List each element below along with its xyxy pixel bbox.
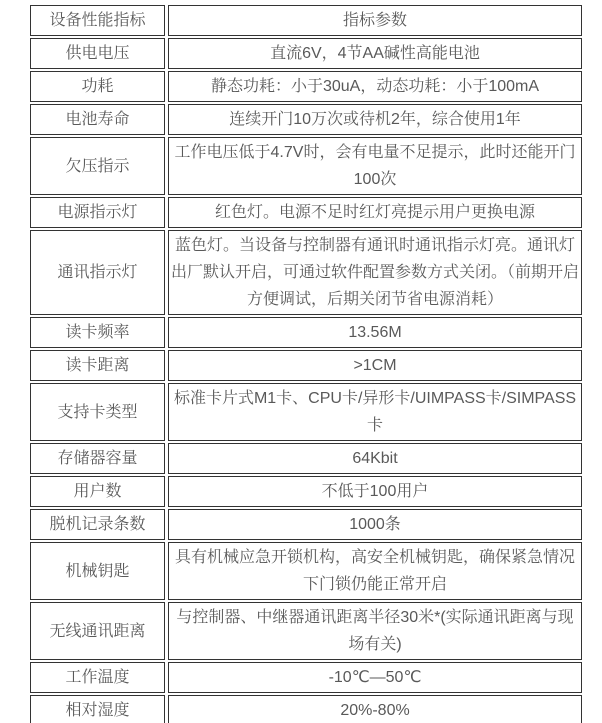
- table-row-user-count: [30, 476, 582, 507]
- table-row-card-frequency: [30, 317, 582, 348]
- table-row-relative-humidity: [30, 695, 582, 723]
- spec-label-cell: 供电电压: [30, 38, 165, 69]
- table-row-operating-temperature: [30, 662, 582, 693]
- header-value-cell: 指标参数: [168, 5, 582, 36]
- spec-value-cell: 静态功耗：小于30uA，动态功耗：小于100mA: [168, 71, 582, 102]
- spec-value-cell: 20%-80%: [168, 695, 582, 723]
- table-row-offline-records: [30, 509, 582, 540]
- table-row-wireless-comm-distance: [30, 602, 582, 660]
- spec-value-cell: >1CM: [168, 350, 582, 381]
- spec-value-cell: 具有机械应急开锁机构，高安全机械钥匙，确保紧急情况下门锁仍能正常开启: [168, 542, 582, 600]
- spec-label-cell: 工作温度: [30, 662, 165, 693]
- table-row-low-voltage-indicator: [30, 137, 582, 195]
- spec-label-cell: 电源指示灯: [30, 197, 165, 228]
- spec-value-cell: 红色灯。电源不足时红灯亮提示用户更换电源: [168, 197, 582, 228]
- spec-label-cell: 相对湿度: [30, 695, 165, 723]
- spec-value-cell: -10℃—50℃: [168, 662, 582, 693]
- spec-label-cell: 功耗: [30, 71, 165, 102]
- spec-value-cell: 蓝色灯。当设备与控制器有通讯时通讯指示灯亮。通讯灯出厂默认开启，可通过软件配置参数方式关闭。（前期开启方便调试，后期关闭节省电源消耗）: [168, 230, 582, 315]
- table-header-row: [30, 5, 582, 36]
- spec-label-cell: 机械钥匙: [30, 542, 165, 600]
- header-label-cell: 设备性能指标: [30, 5, 165, 36]
- spec-label-cell: 通讯指示灯: [30, 230, 165, 315]
- spec-label-cell: 脱机记录条数: [30, 509, 165, 540]
- spec-value-cell: 工作电压低于4.7V时，会有电量不足提示，此时还能开门100次: [168, 137, 582, 195]
- table-row-power-consumption: [30, 71, 582, 102]
- spec-value-cell: 13.56M: [168, 317, 582, 348]
- table-row-card-distance: [30, 350, 582, 381]
- spec-label-cell: 用户数: [30, 476, 165, 507]
- spec-label-cell: 电池寿命: [30, 104, 165, 135]
- spec-value-cell: 直流6V，4节AA碱性高能电池: [168, 38, 582, 69]
- spec-label-cell: 支持卡类型: [30, 383, 165, 441]
- table-row-comm-indicator-light: [30, 230, 582, 315]
- table-row-power-supply: [30, 38, 582, 69]
- spec-value-cell: 64Kbit: [168, 443, 582, 474]
- spec-value-cell: 与控制器、中继器通讯距离半径30米*(实际通讯距离与现场有关): [168, 602, 582, 660]
- table-row-storage-capacity: [30, 443, 582, 474]
- spec-value-cell: 连续开门10万次或待机2年，综合使用1年: [168, 104, 582, 135]
- table-row-battery-life: [30, 104, 582, 135]
- spec-label-cell: 无线通讯距离: [30, 602, 165, 660]
- device-spec-table: [27, 3, 585, 723]
- spec-value-cell: 标准卡片式M1卡、CPU卡/异形卡/UIMPASS卡/SIMPASS卡: [168, 383, 582, 441]
- spec-label-cell: 存储器容量: [30, 443, 165, 474]
- spec-value-cell: 不低于100用户: [168, 476, 582, 507]
- table-row-power-indicator-light: [30, 197, 582, 228]
- spec-label-cell: 读卡频率: [30, 317, 165, 348]
- table-row-mechanical-key: [30, 542, 582, 600]
- table-row-card-types: [30, 383, 582, 441]
- spec-value-cell: 1000条: [168, 509, 582, 540]
- spec-label-cell: 读卡距离: [30, 350, 165, 381]
- spec-label-cell: 欠压指示: [30, 137, 165, 195]
